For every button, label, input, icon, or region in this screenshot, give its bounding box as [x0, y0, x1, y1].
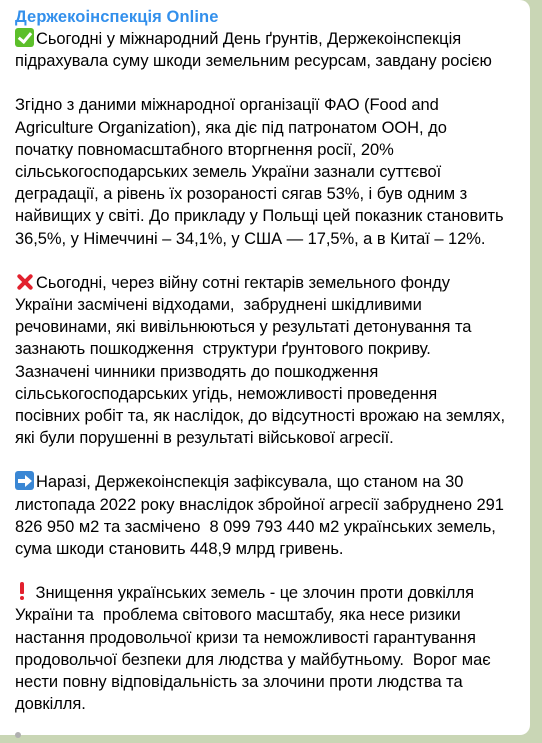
- paragraph-gap: [15, 560, 516, 582]
- message-line: [15, 294, 516, 316]
- message-line-text: продовольчої безпеки для людства у майбутньому. Ворог має: [15, 650, 491, 669]
- message-line-text: Наразі, Держекоінспекція зафіксувала, що станом на 30: [36, 473, 464, 492]
- message-line-text: які були порушенні в результаті військової агресії.: [15, 429, 394, 448]
- check-mark-icon: [15, 28, 34, 47]
- next-message-emoji-icon: [15, 732, 21, 738]
- message-text: [15, 28, 516, 715]
- cross-mark-icon: [15, 272, 34, 291]
- message-line-text: початку повномасштабного вторгнення росії, 20%: [15, 140, 394, 159]
- message-line-text: сільськогосподарських угідь, неможливості проведення: [15, 384, 438, 403]
- message-line: [15, 516, 516, 538]
- message-line: [15, 693, 516, 715]
- message-line: [15, 383, 516, 405]
- next-message-preview: [15, 725, 35, 737]
- message-line: [15, 228, 516, 250]
- message-line: [15, 427, 516, 449]
- message-line: [15, 582, 516, 604]
- message-line-text: деградації, а рівень їх розораності сягав 53%, і був одним з: [15, 185, 468, 204]
- message-line: [15, 471, 516, 493]
- message-line-text: Згідно з даними міжнародної організації ФАО (Food and: [15, 96, 439, 115]
- message-line: [15, 538, 516, 560]
- message-paragraph: [15, 272, 516, 450]
- message-line-text: Зазначені чинники призводять до пошкодження: [15, 362, 379, 381]
- message-line-text: посівних робіт та, як наслідок, до відсутності врожаю на землях,: [15, 407, 505, 426]
- right-arrow-icon: [15, 471, 34, 490]
- message-line: [15, 671, 516, 693]
- message-line: [15, 117, 516, 139]
- message-line: [15, 316, 516, 338]
- message-line-text: довкілля.: [15, 695, 86, 714]
- message-line: [15, 405, 516, 427]
- message-line-text: сума шкоди становить 448,9 млрд гривень.: [15, 540, 344, 559]
- message-line: [15, 361, 516, 383]
- message-line-text: речовинами, які вивільнюються у результаті детонування та: [15, 318, 472, 337]
- message-line-text: зазнають пошкодження структури ґрунтового покриву.: [15, 340, 431, 359]
- message-line: [15, 272, 516, 294]
- message-line: [15, 604, 516, 626]
- message-line-text: настання продовольчої кризи та неможливості гарантування: [15, 628, 476, 647]
- message-line-text: нести повну відповідальність за злочини проти людства та: [15, 673, 463, 692]
- message-line: [15, 183, 516, 205]
- sender-name[interactable]: Держекоінспекція Online: [15, 8, 219, 26]
- message-paragraph: [15, 94, 516, 249]
- message-line: [15, 50, 516, 72]
- message-line-text: підрахувала суму шкоди земельним ресурсам, завдану росією: [15, 52, 492, 71]
- message-line-text: Сьогодні у міжнародний День ґрунтів, Держекоінспекція: [36, 30, 462, 48]
- message-paragraph: [15, 471, 516, 560]
- message-line: [15, 338, 516, 360]
- message-line-text: Agriculture Organization), яка діє під патронатом ООН, до: [15, 118, 447, 137]
- message-line: [15, 28, 516, 50]
- message-line: [15, 205, 516, 227]
- message-line-text: України засмічені відходами, забруднені шкідливими: [15, 296, 422, 315]
- message-line-text: 826 950 м2 та засмічено 8 099 793 440 м2 українських земель,: [15, 517, 496, 536]
- message-paragraph: [15, 28, 516, 72]
- message-line: [15, 94, 516, 116]
- paragraph-gap: [15, 449, 516, 471]
- message-line-text: Сьогодні, через війну сотні гектарів земельного фонду: [36, 273, 450, 292]
- message-line-text: сільськогосподарських земель України зазнали суттєвої: [15, 163, 442, 182]
- message-line: [15, 161, 516, 183]
- message-paragraph: [15, 582, 516, 715]
- message-line: [15, 627, 516, 649]
- exclamation-icon: [15, 582, 29, 601]
- message-line-text: листопада 2022 року внаслідок збройної агресії забруднено 291: [15, 495, 504, 514]
- message-line-text: 36,5%, у Німеччині – 34,1%, у США — 17,5%, а в Китаї – 12%.: [15, 229, 486, 248]
- message-line-text: найвищих у світі. До прикладу у Польщі цей показник становить: [15, 207, 504, 226]
- message-line: [15, 139, 516, 161]
- paragraph-gap: [15, 250, 516, 272]
- message-line-text: України та проблема світового масштабу, яка несе ризики: [15, 606, 461, 625]
- message-line-text: Знищення українських земель - це злочин проти довкілля: [31, 584, 474, 603]
- message-line: [15, 494, 516, 516]
- paragraph-gap: [15, 72, 516, 94]
- message-line: [15, 649, 516, 671]
